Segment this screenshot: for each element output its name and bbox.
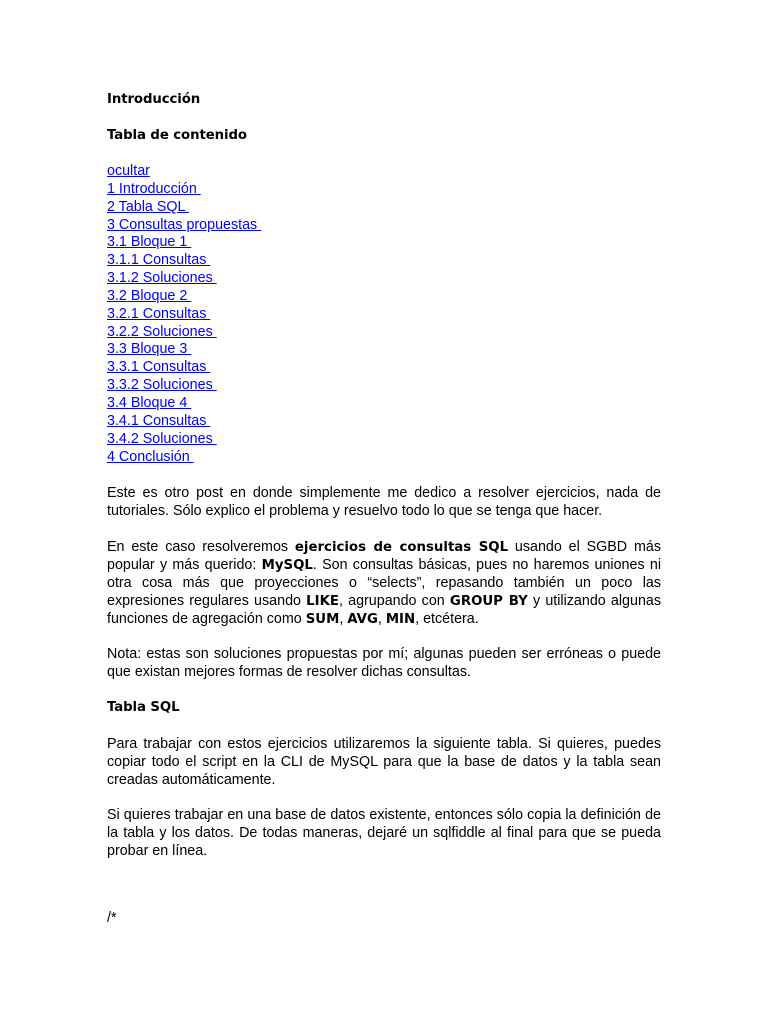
paragraph-nota: Nota: estas son soluciones propuestas por mí; algunas pueden ser erróneas o puede que existan mejores formas de resolver dichas consultas. xyxy=(107,646,661,680)
toc-link-3-3-2[interactable]: 3.3.2 Soluciones xyxy=(107,377,217,394)
toc-item xyxy=(107,252,261,270)
toc-item xyxy=(107,395,261,413)
toc-link-3-4-1[interactable]: 3.4.1 Consultas xyxy=(107,412,211,429)
toc-link-3-1[interactable]: 3.1 Bloque 1 xyxy=(107,234,192,251)
bold-avg: AVG xyxy=(347,611,378,627)
toc-item xyxy=(107,341,261,359)
bold-min: MIN xyxy=(385,611,416,627)
toc-item xyxy=(107,163,261,181)
toc-link-3-2-1[interactable]: 3.2.1 Consultas xyxy=(107,305,211,322)
heading-tabla-sql: Tabla SQL xyxy=(107,700,180,715)
toc-item xyxy=(107,306,261,324)
text-span: , etcétera. xyxy=(415,610,479,627)
bold-ejercicios: ejercicios de consultas SQL xyxy=(294,540,509,555)
toc-item xyxy=(107,377,261,395)
toc-item xyxy=(107,234,261,252)
toc-item xyxy=(107,217,261,235)
text-span: , xyxy=(339,610,348,627)
toc-link-1[interactable]: 1 Introducción xyxy=(107,180,201,197)
toc-link-3-2-2[interactable]: 3.2.2 Soluciones xyxy=(107,323,217,340)
table-of-contents xyxy=(107,163,261,466)
toc-item xyxy=(107,288,261,306)
toc-link-3-3[interactable]: 3.3 Bloque 3 xyxy=(107,341,192,358)
text-span: En este caso resolveremos xyxy=(107,539,295,555)
toc-link-3-3-1[interactable]: 3.3.1 Consultas xyxy=(107,359,211,376)
toc-link-4[interactable]: 4 Conclusión xyxy=(107,448,194,465)
bold-sum: SUM xyxy=(305,611,340,627)
toc-item xyxy=(107,413,261,431)
heading-tabla-de-contenido: Tabla de contenido xyxy=(107,128,247,143)
toc-item xyxy=(107,359,261,377)
paragraph-caso xyxy=(107,539,661,629)
paragraph-base-datos: Si quieres trabajar en una base de datos existente, entonces sólo copia la definición de la tabla y los datos. De todas maneras, dejaré un sqlfiddle al final para que se pueda probar en línea. xyxy=(107,807,661,859)
toc-item xyxy=(107,449,261,467)
toc-link-3-4-2[interactable]: 3.4.2 Soluciones xyxy=(107,430,217,447)
toc-item xyxy=(107,181,261,199)
paragraph-trabajar: Para trabajar con estos ejercicios utilizaremos la siguiente tabla. Si quieres, puedes copiar todo el script en la CLI de MySQL para que la base de datos y la tabla sean creadas automáticamente. xyxy=(107,736,661,788)
text-span: y utilizando algunas funciones de agregación como xyxy=(107,592,662,627)
toc-item xyxy=(107,270,261,288)
toc-item xyxy=(107,199,261,217)
toc-link-3[interactable]: 3 Consultas propuestas xyxy=(107,216,262,233)
toc-link-3-2[interactable]: 3.2 Bloque 2 xyxy=(107,287,192,304)
text-span: , xyxy=(377,610,386,627)
bold-group-by: GROUP BY xyxy=(449,593,528,609)
text-span: . Son consultas básicas, pues no haremos uniones ni otra cosa más que proyecciones o “selects”, repasando también un poco las expresiones regulares usando xyxy=(107,556,661,609)
bold-mysql: MySQL xyxy=(261,557,313,573)
text-span: usando el SGBD más popular y más querido: xyxy=(107,539,661,573)
heading-introduccion: Introducción xyxy=(107,92,201,107)
toc-item xyxy=(107,431,261,449)
toc-link-2[interactable]: 2 Tabla SQL xyxy=(107,198,189,215)
toc-link-3-1-1[interactable]: 3.1.1 Consultas xyxy=(107,252,211,269)
bold-like: LIKE xyxy=(306,593,339,609)
paragraph-intro: Este es otro post en donde simplemente me dedico a resolver ejercicios, nada de tutoriales. Sólo explico el problema y resuelvo todo lo que se tenga que hacer. xyxy=(107,485,661,519)
toc-link-3-4[interactable]: 3.4 Bloque 4 xyxy=(107,394,192,411)
toc-item xyxy=(107,324,261,342)
toc-link-ocultar[interactable]: ocultar xyxy=(107,163,150,179)
toc-link-3-1-2[interactable]: 3.1.2 Soluciones xyxy=(107,270,217,287)
code-comment-start: /* xyxy=(107,910,117,926)
text-span: , agrupando con xyxy=(338,592,450,609)
